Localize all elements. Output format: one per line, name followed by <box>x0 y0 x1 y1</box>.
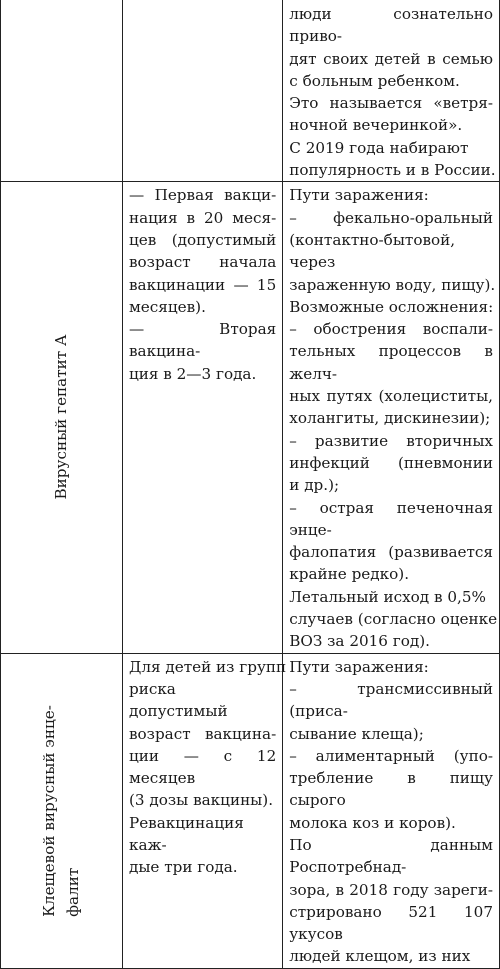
text-line: вакцинации — 15 <box>128 275 277 294</box>
vaccination-cell <box>122 653 287 968</box>
text-line: Возможные осложнения: <box>289 297 494 316</box>
disease-cell <box>1 182 123 653</box>
text-line: Летальный исход в 0,5% <box>289 587 486 606</box>
text-line: требление в пищу сырого <box>289 769 493 810</box>
text-line: (3 дозы вакцины). <box>128 791 274 810</box>
table-row <box>1 0 500 182</box>
text-line: люди сознательно приво- <box>289 5 493 46</box>
vaccination-cell <box>122 0 282 182</box>
disease-name <box>49 335 73 500</box>
text-line: (контактно-бытовой, через <box>289 230 456 272</box>
text-line: риска допустимый <box>128 679 228 721</box>
text-line: — Первая вакци- <box>128 186 277 205</box>
text-line: – острая печеночная энце- <box>289 498 493 539</box>
text-line: с больным ребенком. <box>289 71 460 90</box>
text-line: – фекально-оральный <box>289 208 493 227</box>
text-line: По данным Роспотребнад- <box>289 835 493 877</box>
text-line: Клещевой вирусный энце- <box>40 704 59 917</box>
text-line: и др.); <box>289 476 340 495</box>
text-line: людей клещом, из них <box>289 947 471 966</box>
text-line: Пути заражения: <box>289 657 429 676</box>
text-line: Ревакцинация каж- <box>128 813 244 854</box>
text-line: возраст вакцина- <box>128 724 277 743</box>
text-line: Это называется «ветря- <box>289 94 493 113</box>
vaccination-cell <box>122 182 282 653</box>
details-cell <box>283 653 500 968</box>
text-line: зараженную воду, пищу). <box>289 275 496 294</box>
text-line: – обострения воспали- <box>289 320 493 339</box>
text-line: популярность и в России. <box>289 161 496 180</box>
text-line: — Вторая вакцина- <box>128 320 277 361</box>
disease-cell <box>1 0 123 182</box>
text-line: ВОЗ за 2016 год). <box>289 632 431 651</box>
text-line: ных путях (холециститы, <box>289 387 493 406</box>
text-line: цев (допустимый <box>128 230 277 249</box>
text-line: фалит <box>64 867 83 917</box>
details-cell <box>283 0 500 182</box>
text-line: С 2019 года набирают <box>289 138 469 157</box>
disease-cell <box>1 653 123 968</box>
text-line: сывание клеща); <box>289 724 424 743</box>
text-line: дят своих детей в семью <box>289 49 493 68</box>
text-line: крайне редко). <box>289 565 410 584</box>
text-line: молока коз и коров). <box>289 813 456 832</box>
text-line: нация в 20 меся- <box>128 208 277 227</box>
text-line: случаев (согласно оценке <box>289 610 498 629</box>
text-line: – алиментарный (упо- <box>289 746 493 765</box>
text-line: – развитие вторичных <box>289 431 493 450</box>
text-line: инфекций (пневмонии <box>289 453 493 472</box>
table-row <box>1 653 500 968</box>
text-line: возраст начала <box>128 253 277 272</box>
text-line: месяцев). <box>128 297 206 316</box>
text-line: – трансмиссивный (приса- <box>289 679 493 721</box>
text-line: стрировано 521 107 укусов <box>289 902 493 944</box>
details-cell <box>283 182 500 653</box>
text-line: ции — с 12 месяцев <box>128 746 277 788</box>
text-line: ночной вечеринкой». <box>289 116 463 135</box>
text-line: холангиты, дискинезии); <box>289 409 491 428</box>
disease-name <box>37 705 85 917</box>
text-line: зора, в 2018 году зареги- <box>289 880 493 899</box>
text-line: Для детей из групп <box>128 657 287 676</box>
text-line: Пути заражения: <box>289 186 429 205</box>
text-line: тельных процессов в желч- <box>289 342 493 383</box>
text-line: фалопатия (развивается <box>289 543 493 562</box>
text-line: дые три года. <box>128 858 238 877</box>
table-row <box>1 182 500 653</box>
text-line: Вирусный гепатит А <box>52 334 71 500</box>
text-line: ция в 2—3 года. <box>128 364 257 383</box>
